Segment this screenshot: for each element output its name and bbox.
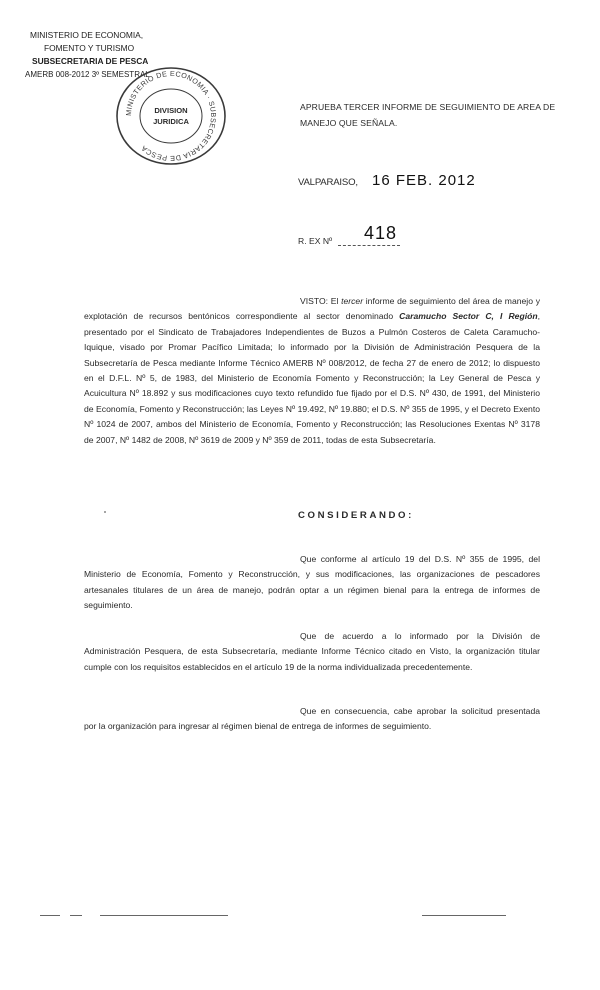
- header-subsecretaria: SUBSECRETARIA DE PESCA: [32, 56, 149, 66]
- considerando-heading: CONSIDERANDO:: [298, 510, 414, 521]
- footer-rule: [422, 915, 506, 916]
- footer-rule: [70, 915, 82, 916]
- header-ministry-sub: FOMENTO Y TURISMO: [44, 43, 135, 53]
- footer-rule: [100, 915, 228, 916]
- visto-term: tercer: [341, 296, 364, 306]
- header-ministry: MINISTERIO DE ECONOMIA,: [30, 30, 144, 40]
- resolution-label: R. EX Nº: [298, 236, 333, 246]
- document-place: VALPARAISO,: [298, 177, 358, 188]
- scan-speck: [104, 511, 106, 513]
- visto-text-1: informe de seguimiento del área de manejo y explotación de recursos bentónicos correspondiente al sector denominado: [84, 296, 541, 322]
- considerando-paragraph-3: Que en consecuencia, cabe aprobar la solicitud presentada por la organización para ingresar al régimen bienal de entrega de informes de seguimiento.: [84, 706, 540, 732]
- visto-paragraph: [84, 294, 540, 448]
- seal-division: DIVISION: [154, 106, 188, 115]
- considerando-paragraph-1: Que conforme al artículo 19 del D.S. Nº 355 de 1995, del Ministerio de Economía, Fomento y Reconstrucción, y sus modificaciones, las organizaciones de pescadores artesanales titulares de un área de manejo, podrán optar a un régimen bienal para la entrega de informes de seguimiento.: [84, 554, 540, 611]
- document-subject: APRUEBA TERCER INFORME DE SEGUIMIENTO DE AREA DE MANEJO QUE SEÑALA.: [300, 102, 556, 128]
- resolution-number-line: [338, 245, 400, 246]
- visto-sector: Caramucho Sector C, I Región: [399, 311, 538, 322]
- seal-ring-text: MINISTERIO DE ECONOMIA · SUBSECRETARIA DE PESCA: [123, 68, 219, 164]
- seal-juridica: JURIDICA: [153, 117, 189, 126]
- resolution-number: 418: [364, 223, 398, 243]
- visto-text-2: , presentado por el Sindicato de Trabajadores Independientes de Buzos a Pulmón Costeros de Caleta Caramucho-Iquique, visado por Promar Pacífico Limitada; lo informado por la División de Administración Pesquera de la Subsecretaría de Pesca mediante Informe Técnico AMERB Nº 008/2012, de fecha 27 de enero de 2012; lo dispuesto en el D.F.L. Nº 5, de 1983, del Ministerio de Economía Fomento y Reconstrucción; la Ley General de Pesca y Acuicultura Nº 18.892 y sus modificaciones cuyo texto refundido fue fijado por el D.S. Nº 430, de 1991, del Ministerio de Economía, Fomento y Reconstrucción; las Leyes Nº 19.492, Nº 19.880; el D.S. Nº 355 de 1995, y el Decreto Exento Nº 1024 de 2007, ambos del Ministerio de Economía, Fomento y Reconstrucción; las Resoluciones Exentas Nº 3178 de 2007, Nº 1482 de 2008, Nº 3619 de 2009 y Nº 359 de 2011, todas de esta Subsecretaría.: [84, 311, 540, 445]
- division-juridica-seal: [112, 64, 230, 168]
- considerando-paragraph-2: Que de acuerdo a lo informado por la División de Administración Pesquera, de esta Subsecretaría, mediante Informe Técnico citado en Visto, la organización titular cumple con los requisitos establecidos en el artículo 19 de la norma individualizada precedentemente.: [84, 631, 540, 672]
- footer-rule: [40, 915, 60, 916]
- header-file-reference: AMERB 008-2012 3º SEMESTRAL: [25, 70, 150, 79]
- visto-lead: VISTO: El: [300, 296, 339, 306]
- document-date-stamp: 16 FEB. 2012: [372, 172, 476, 189]
